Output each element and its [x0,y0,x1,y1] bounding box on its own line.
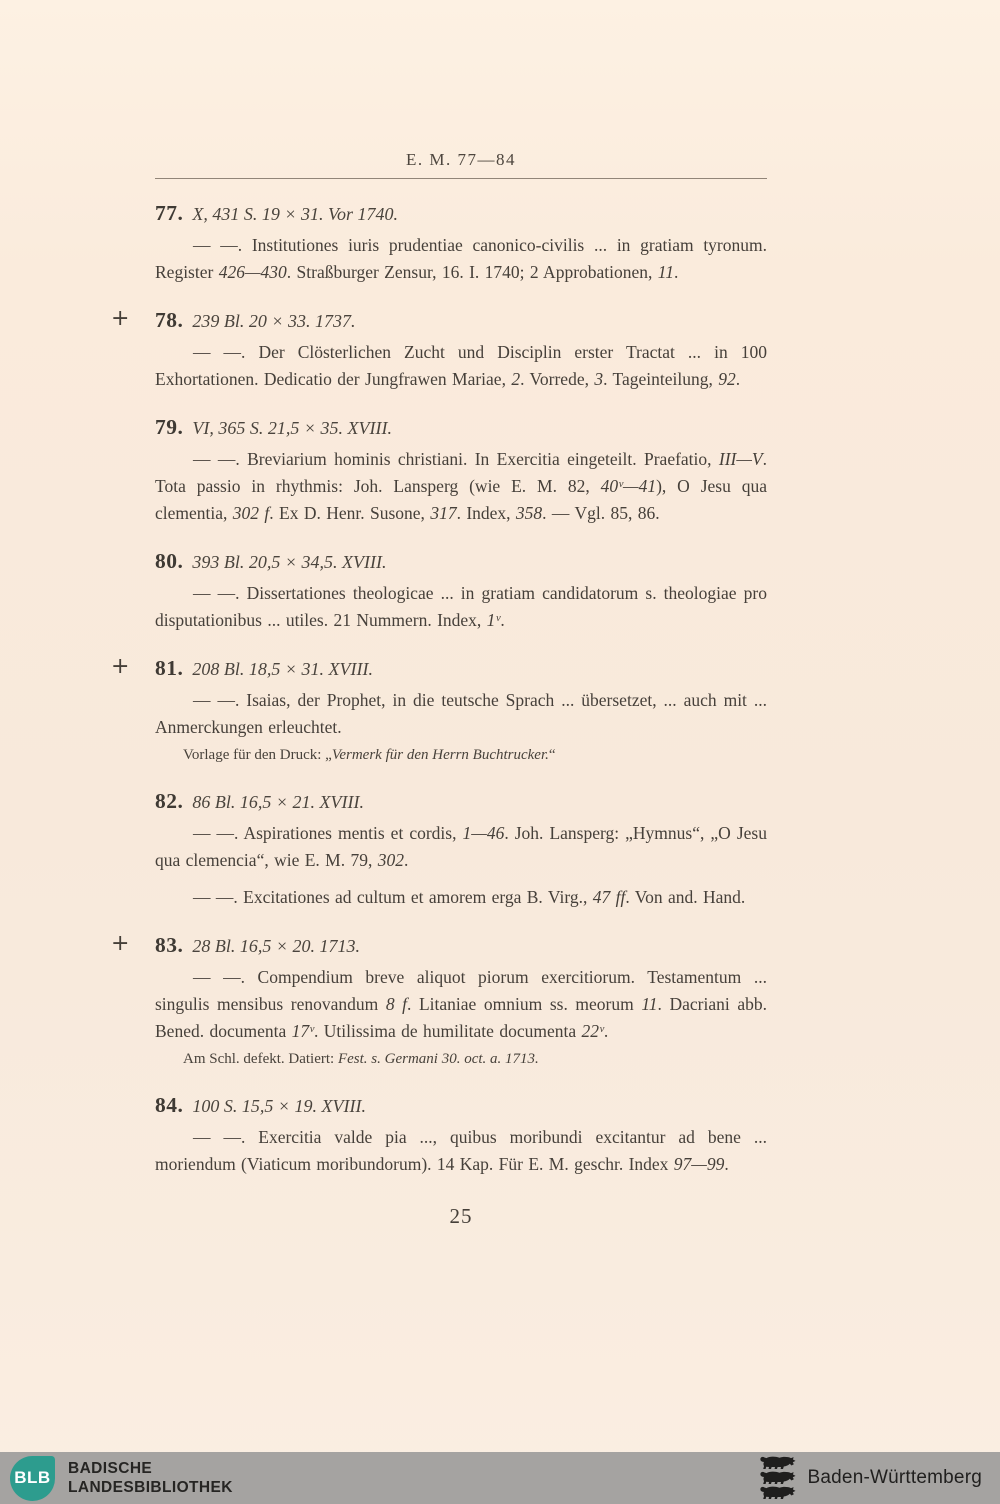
entry-description-2: — —. Excitationes ad cultum et amorem erga B. Virg., 47 ff. Von and. Hand. [193,887,746,907]
page-number: 25 [449,1204,473,1228]
entry-head [155,1092,767,1119]
entry-description: — —. Aspirationes mentis et cordis, 1—46. Joh. Lansperg: „Hymnus“, „O Jesu qua clemencia“, wie E. M. 79, 302. [155,823,767,870]
entry-collation: 208 Bl. 18,5 × 31. XVIII. [192,659,373,679]
entry-number: 81. [155,656,184,680]
baden-wuerttemberg-coat-of-arms-icon [758,1455,798,1501]
catalog-entry-83 [111,931,767,1071]
entry-description: — —. Der Clösterlichen Zucht und Disciplin erster Tractat ... in 100 Exhortationen. Dedicatio der Jungfrawen Mariae, 2. Vorrede, 3. Tageinteilung, 92. [155,342,767,389]
entry-number: 79. [155,415,184,439]
entry-note: Vorlage für den Druck: „Vermerk für den Herrn Buchtrucker.“ [183,747,556,763]
entry-description: — —. Compendium breve aliquot piorum exercitiorum. Testamentum ... singulis mensibus renovandum 8 f. Litaniae omnium ss. meorum 11. Dacriani abb. Bened. documenta 17ᵛ. Utilissima de humilitate documenta 22ᵛ. [155,967,767,1041]
entry-collation: 239 Bl. 20 × 33. 1737. [192,311,356,331]
header-rule [155,178,767,179]
library-name [68,1459,233,1497]
library-name-line2: LANDESBIBLIOTHEK [68,1479,233,1496]
plus-mark: + [111,931,130,956]
plus-mark: + [111,654,130,679]
entry-head [155,655,767,682]
entry-collation: 86 Bl. 16,5 × 21. XVIII. [192,792,364,812]
entry-collation: 100 S. 15,5 × 19. XVIII. [192,1096,366,1116]
footer-bar [0,1452,1000,1504]
entry-head [155,414,767,441]
entry-collation: 28 Bl. 16,5 × 20. 1713. [192,936,361,956]
catalog-entry-79 [155,414,767,527]
entry-number: 78. [155,308,184,332]
catalog-entry-78 [111,306,767,393]
entry-number: 77. [155,201,184,225]
running-head: E. M. 77—84 [406,150,516,169]
library-name-line1: BADISCHE [68,1460,153,1477]
entry-description: — —. Breviarium hominis christiani. In Exercitia eingeteilt. Praefatio, III—V. Tota passio in rhythmis: Joh. Lansperg (wie E. M. 82, 40ᵛ—41), O Jesu qua clementia, 302 f. Ex D. Henr. Susone, 317. Index, 358. — Vgl. 85, 86. [155,449,768,523]
entry-collation: 393 Bl. 20,5 × 34,5. XVIII. [192,552,387,572]
entry-number: 83. [155,933,184,957]
entry-head [155,200,767,227]
entry-collation: X, 431 S. 19 × 31. Vor 1740. [192,204,399,224]
entry-head [155,548,767,575]
entry-head [155,932,767,959]
entry-description: — —. Institutiones iuris prudentiae canonico-civilis ... in gratiam tyronum. Register 426—430. Straßburger Zensur, 16. I. 1740; 2 Approbationen, 11. [155,235,767,282]
entry-number: 82. [155,789,184,813]
catalog-entry-81 [111,654,767,767]
blb-logo-text: BLB [14,1468,51,1487]
entry-description: — —. Isaias, der Prophet, in die teutsche Sprach ... übersetzet, ... auch mit ... Anmerckungen erleuchtet. [155,690,767,737]
baden-wuerttemberg-brand [758,1455,982,1501]
blb-logo-icon [10,1456,55,1501]
catalog-entry-80 [155,548,767,634]
entry-collation: VI, 365 S. 21,5 × 35. XVIII. [192,418,392,438]
scanned-catalog-page [111,150,768,1229]
entry-number: 80. [155,549,184,573]
catalog-entry-77 [155,200,767,286]
entry-head [155,307,767,334]
catalog-entry-84 [155,1092,767,1178]
entry-description: — —. Exercitia valde pia ..., quibus moribundi excitantur ad bene ... moriendum (Viaticum moribundorum). 14 Kap. Für E. M. geschr. Index 97—99. [155,1127,767,1174]
plus-mark: + [111,306,130,331]
entry-head [155,788,767,815]
region-name: Baden-Württemberg [807,1467,982,1488]
entry-note: Am Schl. defekt. Datiert: Fest. s. Germani 30. oct. a. 1713. [183,1051,539,1067]
entry-number: 84. [155,1093,184,1117]
catalog-entry-82 [155,788,767,911]
entry-description: — —. Dissertationes theologicae ... in gratiam candidatorum s. theologiae pro disputationibus ... utiles. 21 Nummern. Index, 1ᵛ. [155,583,767,630]
